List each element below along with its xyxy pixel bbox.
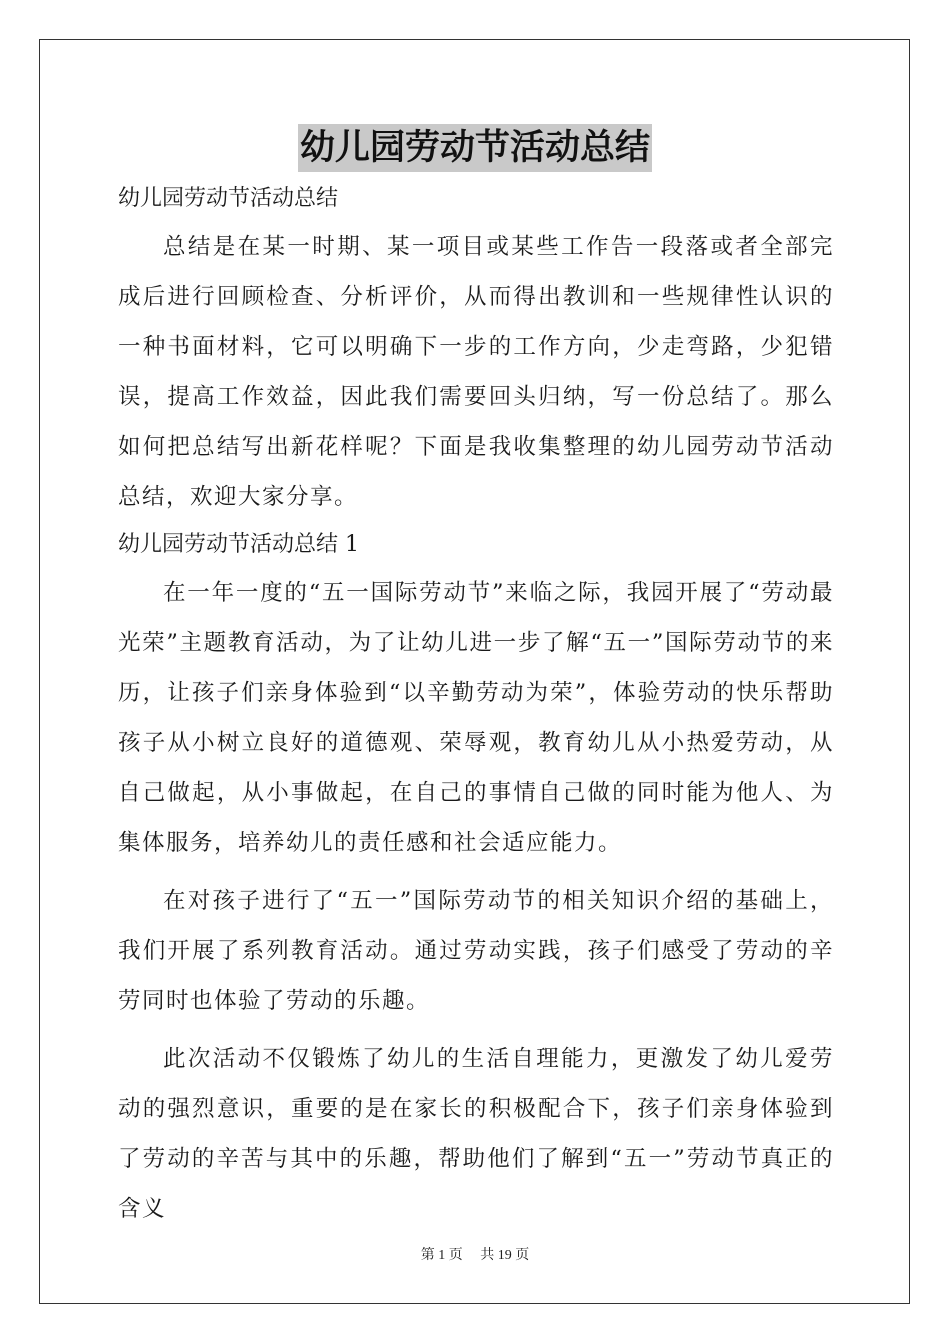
section-heading: 幼儿园劳动节活动总结 1 <box>118 532 359 557</box>
document-subtitle: 幼儿园劳动节活动总结 <box>118 186 339 211</box>
title-container <box>0 124 950 172</box>
body-paragraph: 在对孩子进行了“五一”国际劳动节的相关知识介绍的基础上，我们开展了系列教育活动。通过劳动实践，孩子们感受了劳动的辛劳同时也体验了劳动的乐趣。 <box>118 888 834 1014</box>
paragraph-gap <box>118 868 834 876</box>
document-title: 幼儿园劳动节活动总结 <box>298 124 652 172</box>
page-footer <box>0 1244 950 1264</box>
paragraph-gap <box>118 1026 834 1034</box>
page-number: 第 1 页 <box>420 1248 463 1263</box>
document-body <box>118 176 834 1234</box>
body-paragraph: 在一年一度的“五一国际劳动节”来临之际，我园开展了“劳动最光荣”主题教育活动，为了让幼儿进一步了解“五一”国际劳动节的来历，让孩子们亲身体验到“以辛勤劳动为荣”，体验劳动的快乐帮助孩子从小树立良好的道德观、荣辱观，教育幼儿从小热爱劳动，从自己做起，从小事做起，在自己的事情自己做的同时能为他人、为集体服务，培养幼儿的责任感和社会适应能力。 <box>118 580 834 856</box>
page-total: 共 19 页 <box>480 1248 530 1263</box>
body-paragraph: 此次活动不仅锻炼了幼儿的生活自理能力，更激发了幼儿爱劳动的强烈意识，重要的是在家长的积极配合下，孩子们亲身体验到了劳动的辛苦与其中的乐趣，帮助他们了解到“五一”劳动节真正的含义 <box>118 1046 834 1222</box>
intro-paragraph: 总结是在某一时期、某一项目或某些工作告一段落或者全部完成后进行回顾检查、分析评价，从而得出教训和一些规律性认识的一种书面材料，它可以明确下一步的工作方向，少走弯路，少犯错误，提高工作效益，因此我们需要回头归纳，写一份总结了。那么如何把总结写出新花样呢？下面是我收集整理的幼儿园劳动节活动总结，欢迎大家分享。 <box>118 234 834 510</box>
